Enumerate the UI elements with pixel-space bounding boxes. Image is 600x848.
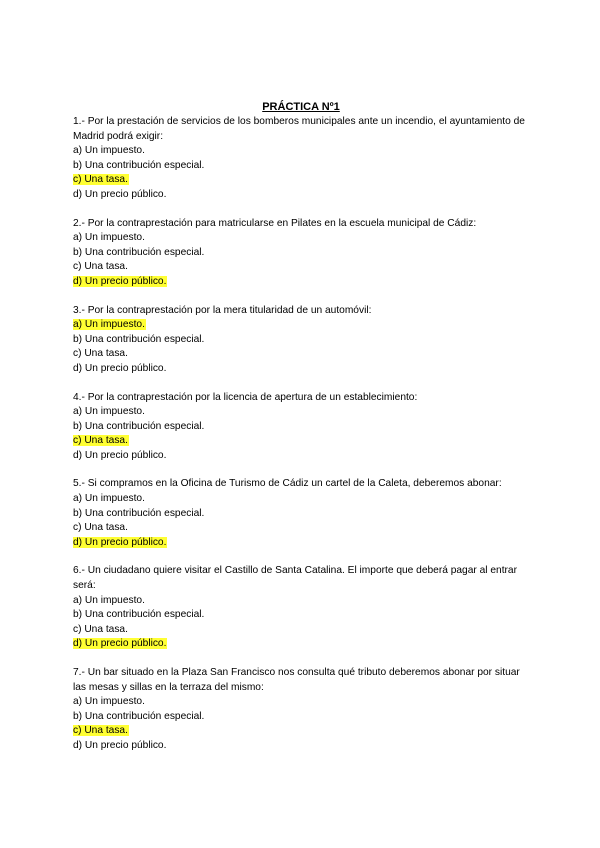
question-text: 6.- Un ciudadano quiere visitar el Castillo de Santa Catalina. El importe que deberá pagar al entrar será: <box>73 565 517 592</box>
question-3 <box>73 304 533 377</box>
answer-option-label: a) Un impuesto. <box>73 319 145 331</box>
answer-option-label: a) Un impuesto. <box>73 696 145 708</box>
answer-option-highlighted <box>73 637 533 652</box>
answer-option-highlighted <box>73 318 533 333</box>
question-text: 4.- Por la contraprestación por la licencia de apertura de un establecimiento: <box>73 391 418 403</box>
question-5 <box>73 477 533 550</box>
answer-option-label: c) Una tasa. <box>73 623 128 635</box>
answer-option <box>73 231 533 246</box>
answer-option-label: d) Un precio público. <box>73 536 167 548</box>
answer-option-highlighted <box>73 173 533 188</box>
answer-option-label: c) Una tasa. <box>73 725 128 737</box>
answer-option-label: d) Un precio público. <box>73 739 167 751</box>
answer-option <box>73 710 533 725</box>
answer-option-highlighted <box>73 434 533 449</box>
question-2 <box>73 217 533 290</box>
answer-option <box>73 695 533 710</box>
answer-option <box>73 159 533 174</box>
answer-option-label: d) Un precio público. <box>73 275 167 287</box>
answer-option-label: c) Una tasa. <box>73 435 128 447</box>
question-4 <box>73 391 533 464</box>
question-list <box>73 115 600 754</box>
answer-option <box>73 594 533 609</box>
answer-option <box>73 492 533 507</box>
answer-option-label: c) Una tasa. <box>73 174 128 186</box>
answer-option <box>73 333 533 348</box>
answer-option-label: a) Un impuesto. <box>73 232 145 244</box>
answer-option-label: b) Una contribución especial. <box>73 333 205 345</box>
answer-option-label: a) Un impuesto. <box>73 493 145 505</box>
answer-option-highlighted <box>73 536 533 551</box>
answer-option-label: b) Una contribución especial. <box>73 420 205 432</box>
answer-option <box>73 420 533 435</box>
answer-option <box>73 188 533 203</box>
answer-option-label: c) Una tasa. <box>73 348 128 360</box>
answer-option-label: a) Un impuesto. <box>73 594 145 606</box>
question-6 <box>73 564 533 652</box>
answer-option <box>73 507 533 522</box>
answer-option-label: b) Una contribución especial. <box>73 159 205 171</box>
question-text: 5.- Si compramos en la Oficina de Turismo de Cádiz un cartel de la Caleta, deberemos abonar: <box>73 478 502 490</box>
question-text: 1.- Por la prestación de servicios de los bomberos municipales ante un incendio, el ayuntamiento de Madrid podrá exigir: <box>73 116 525 142</box>
answer-option-label: b) Una contribución especial. <box>73 246 205 258</box>
answer-option <box>73 260 533 275</box>
answer-option-label: d) Un precio público. <box>73 362 167 374</box>
answer-option <box>73 449 533 464</box>
question-1 <box>73 115 533 203</box>
answer-option-label: d) Un precio público. <box>73 188 167 200</box>
page-title: PRÁCTICA Nº1 <box>262 101 340 113</box>
answer-option-label: c) Una tasa. <box>73 261 128 273</box>
answer-option <box>73 144 533 159</box>
answer-option <box>73 521 533 536</box>
answer-option <box>73 246 533 261</box>
question-text: 2.- Por la contraprestación para matricularse en Pilates en la escuela municipal de Cádiz: <box>73 217 477 229</box>
answer-option-label: d) Un precio público. <box>73 638 167 650</box>
answer-option <box>73 362 533 377</box>
answer-option <box>73 608 533 623</box>
answer-option-highlighted <box>73 275 533 290</box>
answer-option <box>73 405 533 420</box>
question-7 <box>73 666 533 754</box>
answer-option-label: d) Un precio público. <box>73 449 167 461</box>
answer-option-highlighted <box>73 724 533 739</box>
answer-option <box>73 739 533 754</box>
answer-option-label: a) Un impuesto. <box>73 145 145 157</box>
answer-option-label: c) Una tasa. <box>73 522 128 534</box>
question-text: 3.- Por la contraprestación por la mera titularidad de un automóvil: <box>73 304 372 316</box>
answer-option <box>73 623 533 638</box>
answer-option-label: b) Una contribución especial. <box>73 507 205 519</box>
question-text: 7.- Un bar situado en la Plaza San Francisco nos consulta qué tributo deberemos abonar por situar las mesas y sillas en la terraza del mismo: <box>73 667 520 693</box>
answer-option-label: b) Una contribución especial. <box>73 710 205 722</box>
answer-option-label: b) Una contribución especial. <box>73 609 205 621</box>
answer-option-label: a) Un impuesto. <box>73 406 145 418</box>
answer-option <box>73 347 533 362</box>
